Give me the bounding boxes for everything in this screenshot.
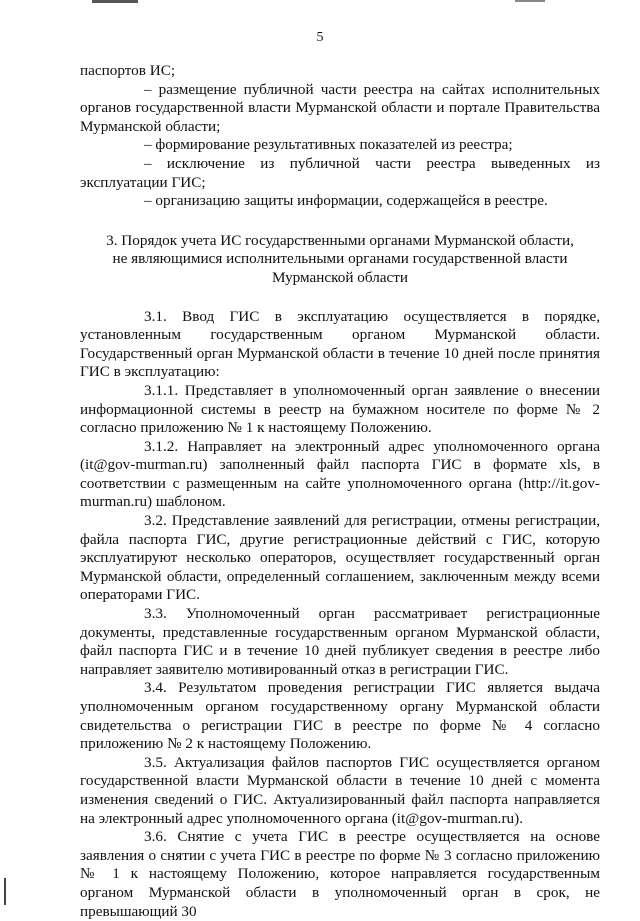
paragraph: паспортов ИС; <box>80 62 176 79</box>
heading-line: не являющимися исполнительными органами государственной власти <box>112 250 568 268</box>
paragraph-3-6: 3.6. Снятие с учета ГИС в реестре осуществляется на основе заявления о снятии с учета ГИС в реестре по форме № 3 согласно приложению № 1 к настоящему Положению, которое направляется государственным органом Мурманской области в уполномоченный орган в срок, не превышающий 30 <box>80 828 600 920</box>
heading-line: 3. Порядок учета ИС государственными органами Мурманской области, <box>106 231 574 249</box>
document-body <box>80 62 600 921</box>
paragraph-3-4: 3.4. Результатом проведения регистрации ГИС является выдача уполномоченным органом государственному органу Мурманской области свидетельства о регистрации ГИС в реестре по форме № 4 согласно приложению № 2 к настоящему Положению. <box>80 679 600 753</box>
paragraph-3-2: 3.2. Представление заявлений для регистрации, отмены регистрации, файла паспорта ГИС, другие регистрационные действий с ГИС, которую эксплуатируют несколько операторов, осуществляет государственный орган Мурманской области, определенный соглашением, заключенным между всеми операторами ГИС. <box>80 512 600 604</box>
scan-mark-left <box>92 0 138 3</box>
paragraph-3-1-2: 3.1.2. Направляет на электронный адрес уполномоченного органа (it@gov-murman.ru) заполненный файл паспорта ГИС в формате xls, в соответствии с размещенным на сайте уполномоченного органа (http://it.gov-murman.ru) шаблоном. <box>80 437 600 511</box>
paragraph-3-1-1: 3.1.1. Представляет в уполномоченный орган заявление о внесении информационной системы в реестр на бумажном носителе по форме № 2 согласно приложению № 1 к настоящему Положению. <box>80 381 600 437</box>
page-number: 5 <box>316 30 324 45</box>
paragraph-3-1: 3.1. Ввод ГИС в эксплуатацию осуществляется в порядке, установленным государственным органом Мурманской области. Государственный орган Мурманской области в течение 10 дней после принятия ГИС в эксплуатацию: <box>80 307 600 381</box>
list-item: – исключение из публичной части реестра выведенных из эксплуатации ГИС; <box>80 154 600 191</box>
section-heading <box>80 232 600 288</box>
scan-edge-artifact <box>4 878 6 905</box>
list-item: – размещение публичной части реестра на сайтах исполнительных органов государственной власти Мурманской области и портале Правительства Мурманской области; <box>80 80 600 135</box>
list-item: – формирование результативных показателей из реестра; <box>144 136 513 154</box>
scan-top-artifact <box>0 0 640 4</box>
paragraph-3-3: 3.3. Уполномоченный орган рассматривает регистрационные документы, представленные государственным органом Мурманской области, файл паспорта ГИС и в течение 10 дней публикует сведения в реестре либо направляет заявителю мотивированный отказ в регистрации ГИС. <box>80 605 600 678</box>
heading-line: Мурманской области <box>271 268 409 286</box>
list-item: – организацию защиты информации, содержащейся в реестре. <box>144 192 548 210</box>
paragraph-3-5: 3.5. Актуализация файлов паспортов ГИС осуществляется органом государственной власти Мурманской области в течение 10 дней с момента изменения сведений о ГИС. Актуализированный файл паспорта направляется на электронный адрес уполномоченного органа (it@gov-murman.ru). <box>80 753 600 827</box>
scan-mark-right <box>515 0 545 2</box>
